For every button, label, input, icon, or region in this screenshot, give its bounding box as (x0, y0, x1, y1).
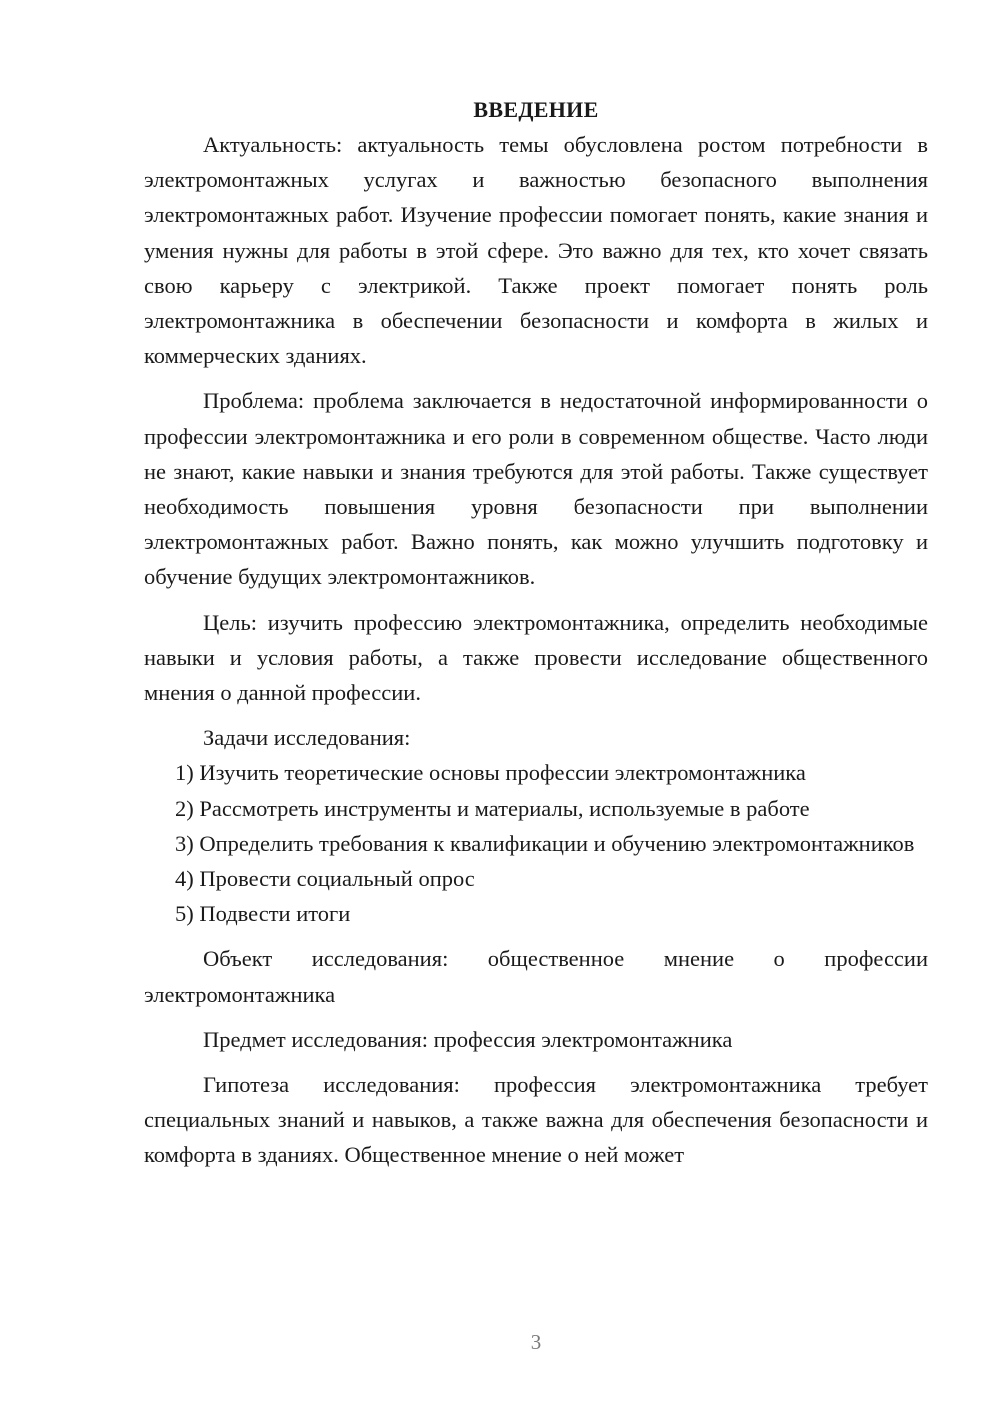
paragraph-relevance: Актуальность: актуальность темы обусловлена ростом потребности в электромонтажных услугах и важностью безопасного выполнения электромонтажных работ. Изучение профессии помогает понять, какие знания и умения нужны для работы в этой сфере. Это важно для тех, кто хочет связать свою карьеру с электрикой. Также проект помогает понять роль электромонтажника в обеспечении безопасности и комфорта в жилых и коммерческих зданиях. (144, 132, 928, 369)
paragraph-hypothesis: Гипотеза исследования: профессия электромонтажника требует специальных знаний и навыков, а также важна для обеспечения безопасности и комфорта в зданиях. Общественное мнение о ней может (144, 1072, 928, 1168)
paragraph-subject: Предмет исследования: профессия электромонтажника (203, 1026, 733, 1052)
task-item-5: 5) Подвести итоги (175, 901, 351, 927)
page-number: 3 (530, 1330, 542, 1354)
paragraph-goal: Цель: изучить профессию электромонтажника, определить необходимые навыки и условия работы, а также провести исследование общественного мнения о данной профессии. (144, 609, 928, 706)
section-title: ВВЕДЕНИЕ (473, 97, 599, 122)
paragraph-object: Объект исследования: общественное мнение о профессии электромонтажника (144, 946, 928, 1007)
task-item-1: 1) Изучить теоретические основы профессии электромонтажника (175, 760, 806, 786)
task-item-2: 2) Рассмотреть инструменты и материалы, используемые в работе (175, 795, 810, 821)
paragraph-problem: Проблема: проблема заключается в недостаточной информированности о профессии электромонтажника и его роли в современном обществе. Часто люди не знают, какие навыки и знания требуются для этой работы. Также существует необходимость повышения уровня безопасности при выполнении электромонтажных работ. Важно понять, как можно улучшить подготовку и обучение будущих электромонтажников. (144, 388, 928, 590)
task-item-4: 4) Провести социальный опрос (175, 866, 475, 892)
task-item-3: 3) Определить требования к квалификации и обучению электромонтажников (175, 830, 915, 856)
tasks-heading: Задачи исследования: (203, 725, 411, 751)
document-page (144, 92, 928, 1173)
